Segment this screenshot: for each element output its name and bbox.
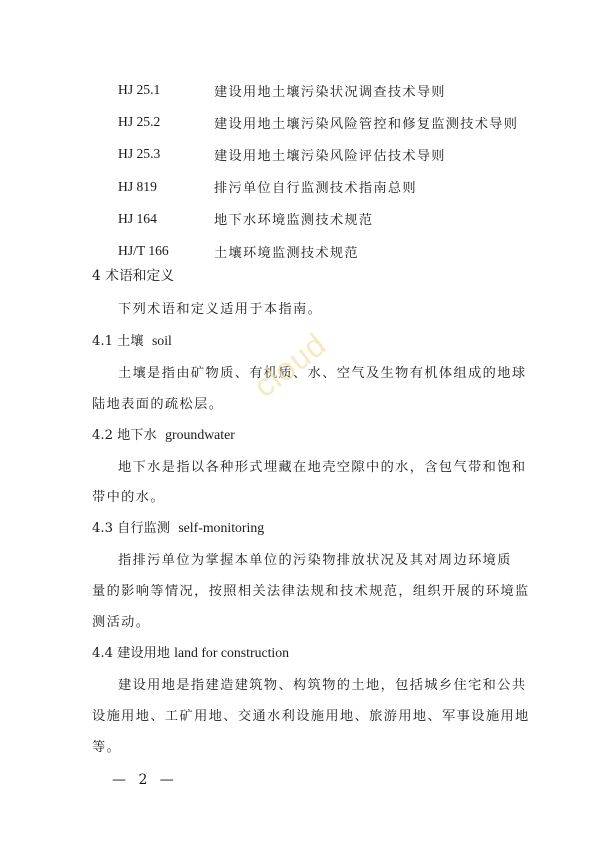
term-heading-cn: 4.4 建设用地	[92, 646, 170, 661]
normative-references-list	[118, 74, 518, 267]
term-heading-cn: 4.1 土壤	[92, 334, 144, 349]
reference-row	[118, 235, 518, 267]
reference-code: HJ 25.1	[118, 82, 161, 98]
reference-title: 排污单位自行监测技术指南总则	[214, 181, 417, 197]
reference-row	[118, 203, 518, 235]
reference-code: HJ 25.3	[118, 146, 161, 162]
term-heading	[92, 330, 172, 349]
term-heading-en: land for construction	[174, 645, 290, 660]
term-definition-line: 陆地表面的疏松层。	[92, 397, 224, 412]
term-heading-cn: 4.3 自行监测	[92, 521, 170, 536]
reference-title: 建设用地土壤污染状况调查技术导则	[214, 84, 446, 100]
reference-row	[118, 138, 518, 170]
term-heading-en: groundwater	[165, 427, 235, 442]
reference-code: HJ/T 166	[118, 243, 169, 259]
reference-code: HJ 25.2	[118, 114, 161, 130]
reference-title: 建设用地土壤污染风险管控和修复监测技术导则	[214, 116, 519, 132]
term-definition-line: 建设用地是指建造建筑物、构筑物的土地，包括城乡住宅和公共	[118, 678, 527, 693]
reference-title: 地下水环境监测技术规范	[214, 213, 374, 229]
reference-row	[118, 74, 518, 106]
term-heading	[92, 517, 264, 536]
reference-code: HJ 819	[118, 178, 157, 194]
term-heading-cn: 4.2 地下水	[92, 428, 157, 443]
term-heading-en: soil	[151, 333, 172, 348]
page-number: — 2 —	[112, 772, 178, 788]
section-heading: 4 术语和定义	[92, 268, 175, 284]
reference-row	[118, 171, 518, 203]
term-heading	[92, 642, 289, 661]
term-definition-line: 量的影响等情况，按照相关法律法规和技术规范，组织开展的环境监	[92, 584, 530, 599]
term-definition-line: 地下水是指以各种形式埋藏在地壳空隙中的水，含包气带和饱和	[118, 460, 527, 475]
term-definition-line: 设施用地、工矿用地、交通水利设施用地、旅游用地、军事设施用地	[92, 709, 530, 724]
watermark-logo: cloud	[246, 325, 333, 405]
term-heading	[92, 424, 235, 443]
term-definition-line: 带中的水。	[92, 490, 165, 505]
term-definition-line: 土壤是指由矿物质、有机质、水、空气及生物有机体组成的地球	[118, 366, 527, 381]
section-intro: 下列术语和定义适用于本指南。	[118, 302, 323, 317]
reference-title: 土壤环境监测技术规范	[214, 245, 359, 261]
reference-code: HJ 164	[118, 210, 157, 226]
term-definition-line: 等。	[92, 740, 122, 755]
reference-title: 建设用地土壤污染风险评估技术导则	[214, 148, 446, 164]
term-definition-line: 测活动。	[92, 615, 151, 630]
term-definition-line: 指排污单位为掌握本单位的污染物排放状况及其对周边环境质	[118, 553, 512, 568]
term-heading-en: self-monitoring	[178, 520, 265, 535]
reference-row	[118, 106, 518, 138]
